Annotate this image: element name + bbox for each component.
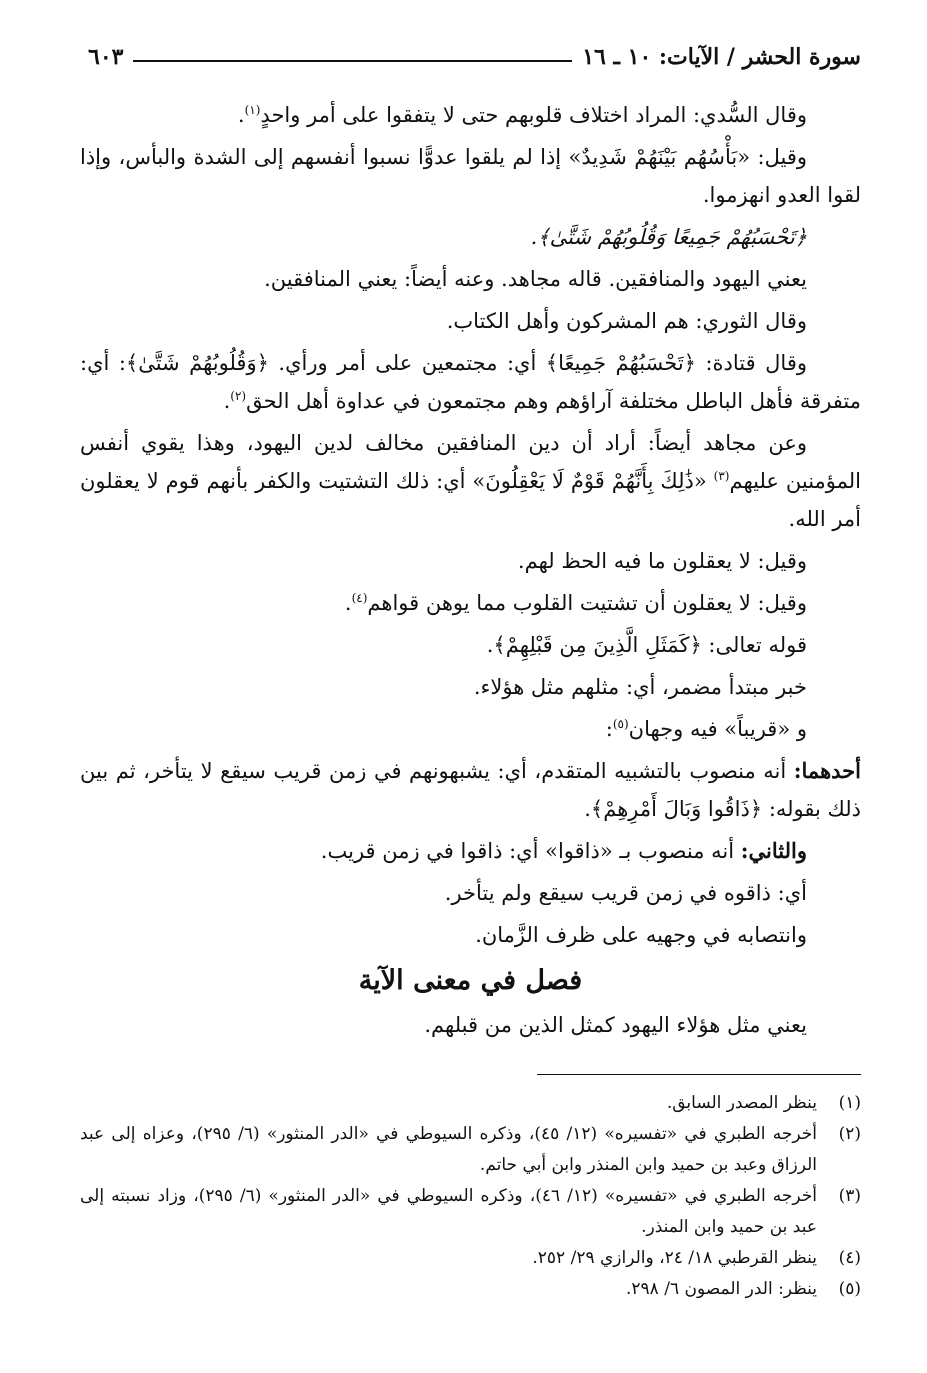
paragraph: وقيل: «بَأْسُهُم بَيْنَهُمْ شَدِيدٌ» إذا لم يلقوا عدوًّا نسبوا أنفسهم إلى الشدة والبأس، وإذا لقوا العدو انهزموا.: [80, 145, 861, 207]
footnote-number: (٣): [838, 1186, 861, 1206]
paragraph: [80, 96, 861, 134]
footnotes: [80, 1088, 861, 1305]
footnote-separator: [537, 1074, 861, 1075]
footnote-ref: (٣): [713, 469, 730, 483]
footnote-text: ينظر: الدر المصون ٦/ ٢٩٨.: [626, 1279, 817, 1299]
footnote-number: (٤): [838, 1248, 861, 1268]
footnote-number: (١): [838, 1093, 861, 1113]
footnote: [80, 1119, 861, 1181]
paragraph-text: وقال قتادة: ﴿تَحْسَبُهُمْ جَمِيعًا﴾ أي: مجتمعين على أمر ورأي. ﴿وَقُلُوبُهُمْ شَتَّىٰ﴾: أي: متفرقة فأهل الباطل مختلفة آراؤهم وهم مجتمعون في عداوة أهل الحق: [80, 351, 861, 413]
paragraph-text: أنه منصوب بالتشبيه المتقدم، أي: يشبهونهم في زمن قريب سيقع لا يتأخر، ثم بين ذلك بقوله: ﴿ذَاقُوا وَبَالَ أَمْرِهِمْ﴾.: [80, 759, 861, 821]
footnote: [80, 1243, 861, 1274]
paragraph: [80, 710, 861, 748]
paragraph: يعني اليهود والمنافقين. قاله مجاهد. وعنه أيضاً: يعني المنافقين.: [264, 267, 807, 291]
footnote-ref: (١): [244, 103, 261, 117]
quran-verse: ﴿تَحْسَبُهُمْ جَمِيعًا وَقُلُوبُهُمْ شَتَّىٰ﴾.: [530, 225, 807, 249]
footnote-number: (٢): [838, 1124, 861, 1144]
paragraph: وقيل: لا يعقلون ما فيه الحظ لهم.: [517, 549, 807, 573]
footnote-text: ينظر المصدر السابق.: [666, 1093, 817, 1113]
paragraph-end: .: [237, 103, 245, 127]
paragraph-text: و «قريباً» فيه وجهان: [628, 717, 807, 741]
footnote-text: ينظر القرطبي ١٨/ ٢٤، والرازي ٢٩/ ٢٥٢.: [532, 1248, 817, 1268]
paragraph-end: :: [605, 717, 613, 741]
paragraph-text: أنه منصوب بـ «ذاقوا» أي: ذاقوا في زمن قريب.: [320, 839, 741, 863]
paragraph-end: .: [223, 389, 231, 413]
paragraph: [80, 832, 861, 870]
footnote: [80, 1181, 861, 1243]
paragraph: وقال الثوري: هم المشركون وأهل الكتاب.: [446, 309, 807, 333]
footnote-ref: (٢): [230, 389, 247, 403]
footnote-text: أخرجه الطبري في «تفسيره» (١٢/ ٤٥)، وذكره السيوطي في «الدر المنثور» (٦/ ٢٩٥)، وعزاه إلى عبد الرزاق وعبد بن حميد وابن المنذر وابن أبي حاتم.: [80, 1124, 817, 1175]
paragraph: وانتصابه في وجهيه على ظرف الزَّمان.: [475, 923, 807, 947]
paragraph-text: «ذَٰلِكَ بِأَنَّهُمْ قَوْمٌ لَا يَعْقِلُونَ» أي: ذلك التشتيت والكفر بأنهم قوم لا يعقلون أمر الله.: [80, 469, 861, 531]
paragraph-text: وقال السُّدي: المراد اختلاف قلوبهم حتى لا يتفقوا على أمر واحدٍ: [260, 103, 807, 127]
bold-lead: أحدهما:: [793, 758, 861, 783]
paragraph: قوله تعالى: ﴿كَمَثَلِ الَّذِينَ مِن قَبْلِهِمْ﴾.: [486, 633, 807, 657]
paragraph: [80, 752, 861, 828]
footnote-ref: (٤): [351, 591, 368, 605]
footnote-ref: (٥): [612, 717, 629, 731]
paragraph-text: وعن مجاهد أيضاً: أراد أن دين المنافقين مخالف لدين اليهود، وهذا يقوي أنفس المؤمنين عليهم: [80, 431, 862, 493]
page-header: [88, 30, 861, 70]
running-title: سورة الحشر / الآيات: ١٠ ـ ١٦: [582, 44, 861, 70]
header-rule: [133, 60, 572, 62]
footnote-text: أخرجه الطبري في «تفسيره» (١٢/ ٤٦)، وذكره السيوطي في «الدر المنثور» (٦/ ٢٩٥)، وزاد نسبته إلى عبد بن حميد وابن المنذر.: [80, 1186, 817, 1237]
paragraph: يعني مثل هؤلاء اليهود كمثل الذين من قبلهم.: [424, 1013, 807, 1037]
section-heading: فصل في معنى الآية: [358, 965, 583, 996]
bold-lead: والثاني:: [740, 838, 807, 863]
main-text: [80, 96, 861, 1048]
paragraph: [80, 424, 861, 538]
paragraph-end: .: [344, 591, 352, 615]
paragraph: [80, 584, 861, 622]
paragraph: أي: ذاقوه في زمن قريب سيقع ولم يتأخر.: [444, 881, 807, 905]
page-number: ٦٠٣: [88, 44, 124, 70]
footnote: [80, 1088, 861, 1119]
paragraph: [80, 344, 861, 420]
footnote: [80, 1274, 861, 1305]
paragraph: خبر مبتدأ مضمر، أي: مثلهم مثل هؤلاء.: [473, 675, 807, 699]
paragraph-text: وقيل: لا يعقلون أن تشتيت القلوب مما يوهن قواهم: [367, 591, 807, 615]
footnote-number: (٥): [838, 1279, 861, 1299]
